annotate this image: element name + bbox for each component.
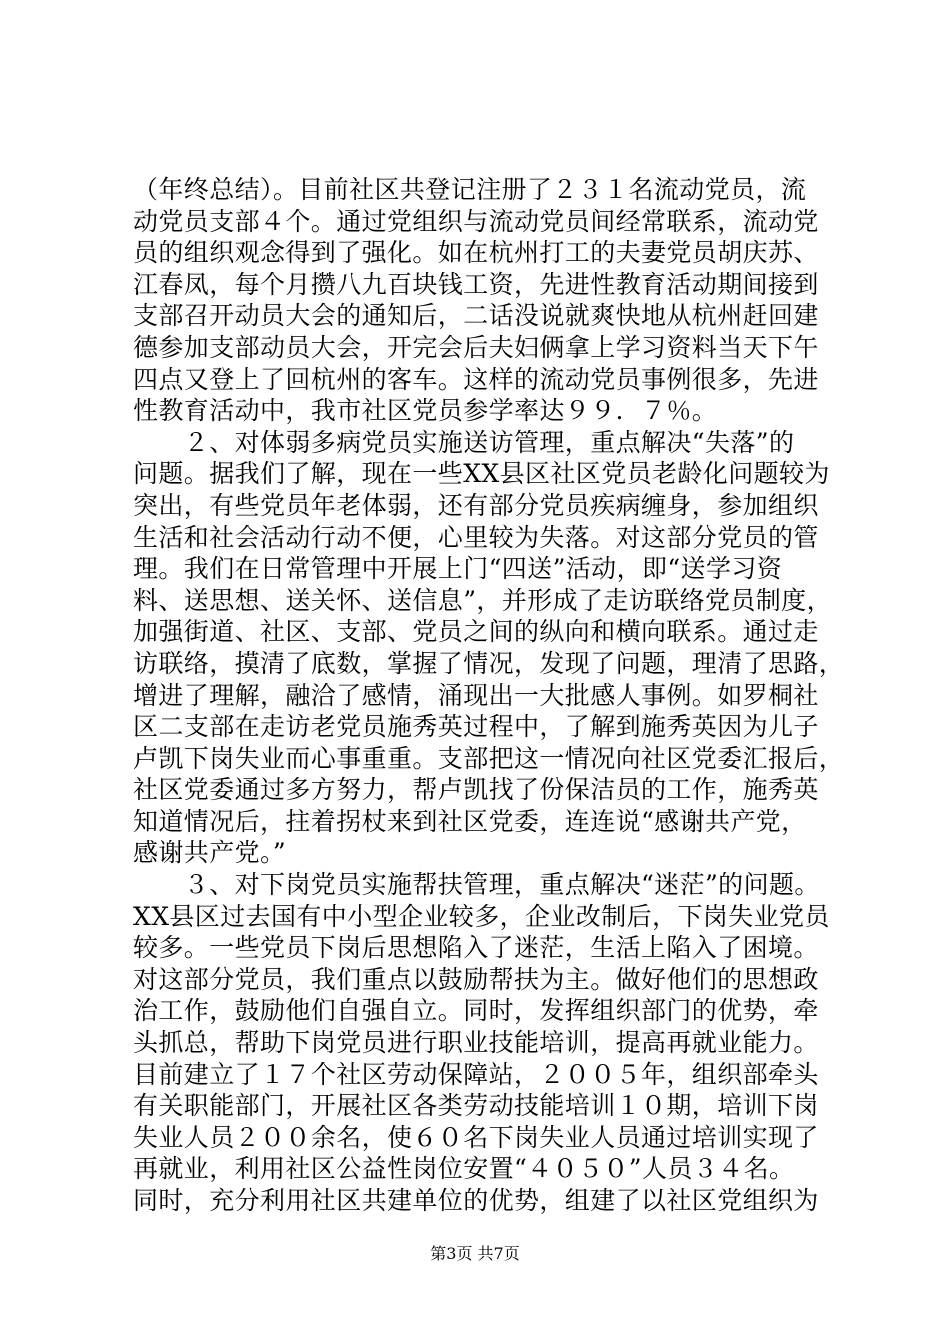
text-line: 较多。一些党员下岗后思想陷入了迷茫，生活上陷入了困境。 [133, 933, 819, 963]
text-line: 江春凤，每个月攒八九百块钱工资，先进性教育活动期间接到 [133, 269, 819, 299]
text-line: 区二支部在走访老党员施秀英过程中，了解到施秀英因为儿子 [133, 712, 819, 742]
text-line: 再就业，利用社区公益性岗位安置“４０５０”人员３４名。 [133, 1154, 795, 1184]
text-line: 突出，有些党员年老体弱，还有部分党员疾病缠身，参加组织 [133, 490, 819, 520]
body-text [133, 174, 845, 1217]
text-line: 增进了理解，融洽了感情，涌现出一大批感人事例。如罗桐社 [133, 680, 819, 710]
text-line: 知道情况后，拄着拐杖来到社区党委，连连说“感谢共产党， [133, 806, 807, 836]
text-line: ３、对下岗党员实施帮扶管理，重点解决“迷茫”的问题。 [133, 870, 820, 900]
text-line: 性教育活动中，我市社区党员参学率达９９．７％。 [133, 396, 718, 426]
text-line: 感谢共产党。” [133, 838, 287, 868]
text-line: 同时，充分利用社区共建单位的优势，组建了以社区党组织为 [133, 1186, 819, 1215]
text-line: 德参加支部动员大会，开完会后夫妇俩拿上学习资料当天下午 [133, 332, 819, 362]
text-line: 有关职能部门，开展社区各类劳动技能培训１０期，培训下岗 [133, 1091, 819, 1121]
text-line: 对这部分党员，我们重点以鼓励帮扶为主。做好他们的思想政 [133, 964, 819, 994]
text-line: 问题。据我们了解，现在一些XX县区社区党员老龄化问题较为 [133, 459, 830, 489]
text-line: 社区党委通过多方努力，帮卢凯找了份保洁员的工作，施秀英 [133, 775, 819, 805]
page-number-footer: 第3页 共7页 [430, 1244, 520, 1263]
text-line: XX县区过去国有中小型企业较多，企业改制后，下岗失业党员 [133, 901, 830, 931]
text-line: 目前建立了１７个社区劳动保障站，２００５年，组织部牵头 [133, 1059, 819, 1089]
text-line: 员的组织观念得到了强化。如在杭州打工的夫妻党员胡庆苏、 [133, 238, 819, 268]
text-line: 动党员支部４个。通过党组织与流动党员间经常联系，流动党 [133, 206, 819, 236]
text-line: 料、送思想、送关怀、送信息”，并形成了走访联络党员制度， [133, 585, 832, 615]
text-line: 生活和社会活动行动不便，心里较为失落。对这部分党员的管 [133, 522, 819, 552]
text-line: 卢凯下岗失业而心事重重。支部把这一情况向社区党委汇报后， [133, 743, 845, 773]
text-line: 理。我们在日常管理中开展上门“四送”活动，即“送学习资 [133, 554, 783, 584]
text-line: （年终总结）。目前社区共登记注册了２３１名流动党员，流 [133, 175, 807, 204]
text-line: 访联络，摸清了底数，掌握了情况，发现了问题，理清了思路， [133, 648, 845, 678]
text-line: 四点又登上了回杭州的客车。这样的流动党员事例很多，先进 [133, 364, 819, 394]
text-line: 支部召开动员大会的通知后，二话没说就爽快地从杭州赶回建 [133, 301, 819, 331]
text-line: 治工作，鼓励他们自强自立。同时，发挥组织部门的优势，牵 [133, 996, 819, 1026]
text-line: 头抓总，帮助下岗党员进行职业技能培训，提高再就业能力。 [133, 1028, 819, 1058]
text-line: 加强街道、社区、支部、党员之间的纵向和横向联系。通过走 [133, 617, 819, 647]
text-line: ２、对体弱多病党员实施送访管理，重点解决“失落”的 [133, 427, 795, 457]
text-line: 失业人员２００余名，使６０名下岗失业人员通过培训实现了 [133, 1122, 819, 1152]
